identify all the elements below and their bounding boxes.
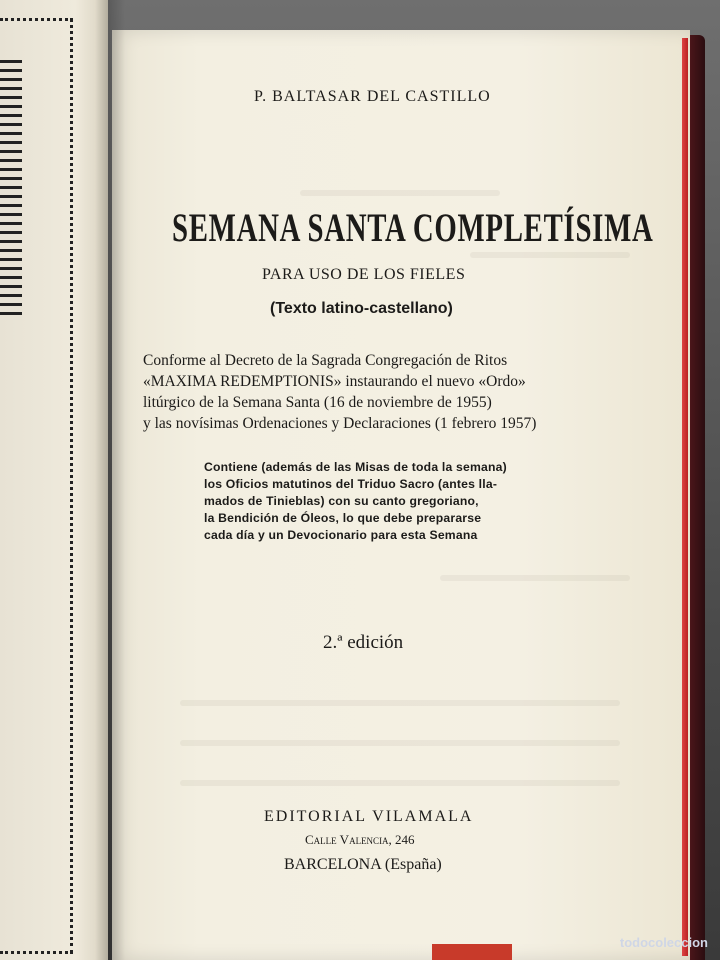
contents-line: Contiene (además de las Misas de toda la semana) [204,460,507,474]
contents-line: la Bendición de Óleos, lo que debe prepararse [204,511,482,525]
watermark: todocoleccion [619,935,708,950]
author-name: P. BALTASAR DEL CASTILLO [254,88,491,105]
book-title: SEMANA SANTA COMPLETÍSIMA [172,205,654,250]
contents-line: cada día y un Devocionario para esta Semana [204,528,478,542]
bleed-through [180,700,620,706]
edition-label: 2.ª edición [323,632,404,653]
bleed-through [300,190,500,196]
engraving-fragment [0,60,22,320]
contents-line: los Oficios matutinos del Triduo Sacro (antes lla- [204,477,498,491]
bleed-through [440,575,630,581]
publisher-city: BARCELONA (España) [284,856,442,873]
publisher-address: Calle Valencia, 246 [305,832,415,847]
bleed-through [180,740,620,746]
language-note: (Texto latino-castellano) [270,300,453,317]
contents-line: mados de Tinieblas) con su canto gregoriano, [204,494,479,508]
gutter-shadow [95,0,125,960]
ribbon-bookmark [432,944,512,960]
bleed-through [180,780,620,786]
book-subtitle: PARA USO DE LOS FIELES [262,266,466,283]
decree-line: «MAXIMA REDEMPTIONIS» instaurando el nuevo «Ordo» [143,373,526,390]
red-page-edge [682,38,688,956]
decree-line: Conforme al Decreto de la Sagrada Congregación de Ritos [143,352,508,369]
decree-line: y las novísimas Ordenaciones y Declaraciones (1 febrero 1957) [143,415,537,432]
bleed-through [470,252,630,258]
decree-line: litúrgico de la Semana Santa (16 de noviembre de 1955) [143,394,492,411]
publisher-name: EDITORIAL VILAMALA [264,808,474,825]
left-page [0,0,108,960]
